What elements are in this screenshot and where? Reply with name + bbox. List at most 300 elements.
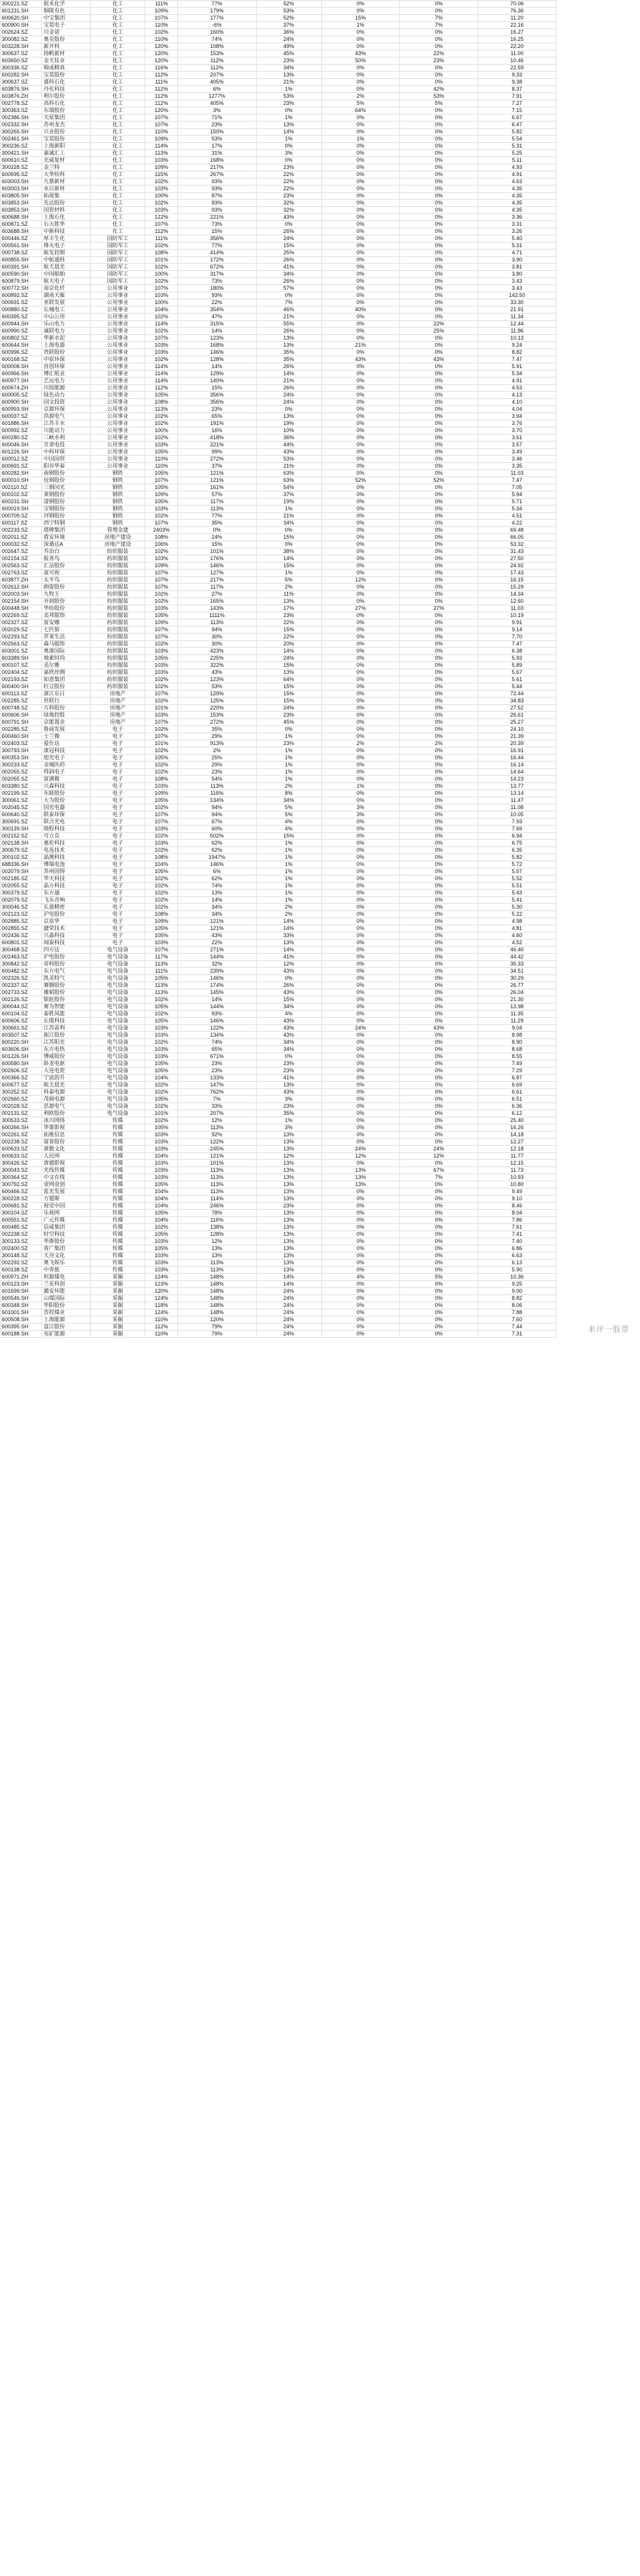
table-row[interactable] (1, 171, 640, 178)
table-row[interactable] (1, 562, 640, 570)
table-row[interactable] (1, 434, 640, 442)
cell-code: 600992.SZ (1, 427, 42, 434)
cell-v1: 14% (178, 996, 256, 1003)
table-row[interactable] (1, 420, 640, 427)
cell-name: 江苏丰水 (42, 420, 90, 427)
table-row[interactable] (1, 1153, 640, 1160)
cell-code: 600993.SH (1, 406, 42, 413)
table-row[interactable] (1, 72, 640, 79)
table-row[interactable] (1, 939, 640, 947)
table-row[interactable] (1, 904, 640, 911)
table-row[interactable] (1, 797, 640, 804)
table-row[interactable] (1, 1260, 640, 1267)
table-row[interactable] (1, 442, 640, 449)
table-row[interactable] (1, 370, 640, 378)
table-row[interactable] (1, 129, 640, 136)
table-row[interactable] (1, 200, 640, 207)
table-row[interactable] (1, 655, 640, 662)
cell-code: 002404.SZ (1, 669, 42, 676)
table-row[interactable] (1, 1174, 640, 1181)
table-row[interactable] (1, 982, 640, 989)
cell-v5: 7.88 (478, 1309, 556, 1316)
cell-code: 600113.SZ (1, 691, 42, 698)
table-row[interactable] (1, 555, 640, 562)
cell-pct: 110% (145, 22, 178, 29)
table-row[interactable] (1, 968, 640, 975)
table-row[interactable] (1, 79, 640, 86)
table-row[interactable] (1, 783, 640, 790)
table-row[interactable] (1, 406, 640, 413)
cell-industry: 化工 (90, 164, 145, 171)
cell-name: 电连技术 (42, 847, 90, 854)
cell-pct: 103% (145, 1260, 178, 1267)
cell-industry: 公用事业 (90, 413, 145, 420)
table-row[interactable] (1, 577, 640, 584)
cell-v5: 4.35 (478, 193, 556, 200)
cell-pct: 102% (145, 29, 178, 36)
table-row[interactable] (1, 996, 640, 1003)
cell-name: 绿色动力 (42, 392, 90, 399)
cell-pct: 102% (145, 996, 178, 1003)
cell-name: 京泉华 (42, 918, 90, 925)
table-row[interactable] (1, 150, 640, 157)
cell-industry: 电子 (90, 918, 145, 925)
table-row[interactable] (1, 612, 640, 619)
cell-v5: 35.33 (478, 961, 556, 968)
cell-name: 壹网壹创 (42, 1181, 90, 1188)
cell-v5: 4.52 (478, 939, 556, 947)
table-row[interactable] (1, 847, 640, 854)
table-row[interactable] (1, 491, 640, 498)
table-row[interactable] (1, 676, 640, 683)
cell-v4: 0% (399, 904, 478, 911)
cell-v3: 0% (321, 797, 399, 804)
table-row[interactable] (1, 804, 640, 811)
table-row[interactable] (1, 1274, 640, 1281)
cell-pct: 102% (145, 1103, 178, 1110)
cell-pct: 105% (145, 498, 178, 506)
table-row[interactable] (1, 833, 640, 840)
cell-name: 航天晨光 (42, 264, 90, 271)
table-row[interactable] (1, 975, 640, 982)
cell-v3: 0% (321, 776, 399, 783)
cell-v5: 7.61 (478, 1224, 556, 1231)
table-row[interactable] (1, 221, 640, 228)
table-row[interactable] (1, 477, 640, 484)
cell-industry: 电子 (90, 897, 145, 904)
table-row[interactable] (1, 1, 640, 8)
table-row[interactable] (1, 100, 640, 107)
table-row[interactable] (1, 584, 640, 591)
table-row[interactable] (1, 1316, 640, 1324)
cell-industry: 电子 (90, 826, 145, 833)
table-row[interactable] (1, 1124, 640, 1132)
cell-industry: 电子 (90, 833, 145, 840)
table-row[interactable] (1, 1210, 640, 1217)
cell-name: 南钢股份 (42, 470, 90, 477)
table-row[interactable] (1, 1267, 640, 1274)
cell-v3: 0% (321, 641, 399, 648)
table-row[interactable] (1, 1167, 640, 1174)
cell-v4: 0% (399, 122, 478, 129)
table-row[interactable] (1, 1181, 640, 1188)
table-row[interactable] (1, 875, 640, 883)
table-row[interactable] (1, 868, 640, 875)
cell-name: 中航通科 (42, 257, 90, 264)
table-row[interactable] (1, 840, 640, 847)
table-row[interactable] (1, 1238, 640, 1245)
table-row[interactable] (1, 790, 640, 797)
table-row[interactable] (1, 1075, 640, 1082)
table-row[interactable] (1, 570, 640, 577)
cell-v5: 7.41 (478, 1231, 556, 1238)
cell-v3: 0% (321, 1196, 399, 1203)
table-row[interactable] (1, 1039, 640, 1046)
table-row[interactable] (1, 1032, 640, 1039)
cell-v1: 146% (178, 349, 256, 356)
table-row[interactable] (1, 719, 640, 726)
table-row[interactable] (1, 328, 640, 335)
table-row[interactable] (1, 1146, 640, 1153)
table-row[interactable] (1, 513, 640, 520)
cell-name: 川金诺 (42, 29, 90, 36)
table-row[interactable] (1, 278, 640, 285)
table-row[interactable] (1, 449, 640, 456)
cell-v1: 93% (178, 1011, 256, 1018)
table-row[interactable] (1, 662, 640, 669)
cell-v2: 22% (256, 178, 321, 186)
table-row[interactable] (1, 605, 640, 612)
cell-industry: 钢铁 (90, 470, 145, 477)
cell-code: 603805.SH (1, 193, 42, 200)
table-row[interactable] (1, 65, 640, 72)
table-row[interactable] (1, 193, 640, 200)
cell-v1: 78% (178, 1210, 256, 1217)
table-row[interactable] (1, 8, 640, 15)
table-row[interactable] (1, 925, 640, 932)
table-row[interactable] (1, 122, 640, 129)
table-row[interactable] (1, 947, 640, 954)
table-row[interactable] (1, 306, 640, 314)
cell-industry: 公用事业 (90, 378, 145, 385)
table-row[interactable] (1, 1203, 640, 1210)
table-row[interactable] (1, 463, 640, 470)
cell-code: 000561.SH (1, 242, 42, 250)
cell-v5: 6.12 (478, 1110, 556, 1117)
table-row[interactable] (1, 541, 640, 548)
table-row[interactable] (1, 1025, 640, 1032)
table-row[interactable] (1, 242, 640, 250)
table-row[interactable] (1, 1302, 640, 1309)
table-row[interactable] (1, 1060, 640, 1068)
table-row[interactable] (1, 1281, 640, 1288)
table-row[interactable] (1, 520, 640, 527)
table-row[interactable] (1, 456, 640, 463)
table-row[interactable] (1, 989, 640, 996)
table-row[interactable] (1, 506, 640, 513)
cell-code: 600695.SZ (1, 171, 42, 178)
table-row[interactable] (1, 911, 640, 918)
table-row[interactable] (1, 1068, 640, 1075)
cell-industry: 化工 (90, 8, 145, 15)
cell-v2: 24% (256, 655, 321, 662)
table-row[interactable] (1, 1082, 640, 1089)
table-row[interactable] (1, 1295, 640, 1302)
table-row[interactable] (1, 548, 640, 555)
table-row[interactable] (1, 1196, 640, 1203)
table-row[interactable] (1, 207, 640, 214)
table-row[interactable] (1, 634, 640, 641)
table-row[interactable] (1, 29, 640, 36)
cell-name: 晶澳科技 (42, 854, 90, 861)
table-row[interactable] (1, 1003, 640, 1011)
cell-code: 300421.SH (1, 150, 42, 157)
table-row[interactable] (1, 1217, 640, 1224)
table-row[interactable] (1, 385, 640, 392)
table-row[interactable] (1, 292, 640, 299)
table-row[interactable] (1, 854, 640, 861)
table-row[interactable] (1, 890, 640, 897)
cell-v1: 116% (178, 790, 256, 797)
cell-pct: 103% (145, 207, 178, 214)
table-row[interactable] (1, 321, 640, 328)
cell-industry: 电子 (90, 740, 145, 747)
cell-v5: 16.26 (478, 1124, 556, 1132)
cell-v5: 4.10 (478, 399, 556, 406)
table-row[interactable] (1, 1053, 640, 1060)
table-row[interactable] (1, 136, 640, 143)
table-row[interactable] (1, 178, 640, 186)
cell-industry: 电子 (90, 726, 145, 733)
cell-name: 河钢股份 (42, 513, 90, 520)
table-row[interactable] (1, 43, 640, 50)
table-row[interactable] (1, 285, 640, 292)
table-row[interactable] (1, 769, 640, 776)
cell-v1: 148% (178, 1288, 256, 1295)
table-row[interactable] (1, 527, 640, 534)
cell-v2: 1% (256, 733, 321, 740)
table-row[interactable] (1, 698, 640, 705)
table-row[interactable] (1, 1096, 640, 1103)
table-row[interactable] (1, 534, 640, 541)
cell-code: 002778.SZ (1, 100, 42, 107)
cell-pct: 114% (145, 370, 178, 378)
table-row[interactable] (1, 1309, 640, 1316)
table-row[interactable] (1, 335, 640, 342)
table-row[interactable] (1, 683, 640, 691)
table-row[interactable] (1, 648, 640, 655)
cell-v2: 26% (256, 328, 321, 335)
cell-industry: 电气设备 (90, 975, 145, 982)
table-row[interactable] (1, 733, 640, 740)
table-row[interactable] (1, 705, 640, 712)
cell-name: 联合光电 (42, 819, 90, 826)
table-row[interactable] (1, 619, 640, 627)
table-row[interactable] (1, 356, 640, 363)
cell-v3: 0% (321, 378, 399, 385)
table-row[interactable] (1, 349, 640, 356)
table-row[interactable] (1, 1288, 640, 1295)
table-row[interactable] (1, 740, 640, 747)
table-row[interactable] (1, 214, 640, 221)
cell-name: 兴森科技 (42, 783, 90, 790)
cell-v1: 53% (178, 683, 256, 691)
table-row[interactable] (1, 961, 640, 968)
table-row[interactable] (1, 897, 640, 904)
cell-v4: 0% (399, 1203, 478, 1210)
table-row[interactable] (1, 1139, 640, 1146)
cell-code: 600691.SZ (1, 463, 42, 470)
cell-industry: 传媒 (90, 1196, 145, 1203)
cell-v1: 6% (178, 86, 256, 93)
cell-v1: 60% (178, 826, 256, 833)
cell-code: 002292.SZ (1, 1260, 42, 1267)
table-row[interactable] (1, 484, 640, 491)
cell-industry: 钢铁 (90, 477, 145, 484)
cell-industry: 电气设备 (90, 1011, 145, 1018)
cell-v1: 62% (178, 875, 256, 883)
table-row[interactable] (1, 776, 640, 783)
cell-v4: 22% (399, 50, 478, 57)
table-row[interactable] (1, 591, 640, 598)
cell-v2: 34% (256, 1039, 321, 1046)
table-row[interactable] (1, 641, 640, 648)
cell-v2: 0% (256, 527, 321, 534)
cell-name: 锦成精真 (42, 65, 90, 72)
table-row[interactable] (1, 1224, 640, 1231)
table-row[interactable] (1, 1117, 640, 1124)
table-row[interactable] (1, 1331, 640, 1338)
table-row[interactable] (1, 954, 640, 961)
table-row[interactable] (1, 1324, 640, 1331)
table-row[interactable] (1, 50, 640, 57)
table-row[interactable] (1, 186, 640, 193)
cell-v1: 113% (178, 1188, 256, 1196)
table-row[interactable] (1, 1132, 640, 1139)
table-row[interactable] (1, 598, 640, 605)
table-row[interactable] (1, 1231, 640, 1238)
table-row[interactable] (1, 669, 640, 676)
table-row[interactable] (1, 36, 640, 43)
table-row[interactable] (1, 1245, 640, 1252)
cell-v3: 0% (321, 65, 399, 72)
table-row[interactable] (1, 1011, 640, 1018)
cell-name: 包钢股份 (42, 477, 90, 484)
cell-v1: 6% (178, 868, 256, 875)
cell-v1: 15% (178, 228, 256, 235)
table-row[interactable] (1, 1110, 640, 1117)
table-row[interactable] (1, 427, 640, 434)
table-row[interactable] (1, 627, 640, 634)
cell-v5: 11.73 (478, 1167, 556, 1174)
table-row[interactable] (1, 883, 640, 890)
table-row[interactable] (1, 1046, 640, 1053)
table-row[interactable] (1, 57, 640, 65)
cell-industry: 电子 (90, 755, 145, 762)
cell-code: 600104.SZ (1, 1011, 42, 1018)
table-row[interactable] (1, 399, 640, 406)
cell-v1: 73% (178, 278, 256, 285)
table-row[interactable] (1, 1089, 640, 1096)
table-row[interactable] (1, 726, 640, 733)
cell-v3: 0% (321, 939, 399, 947)
table-row[interactable] (1, 861, 640, 868)
table-row[interactable] (1, 86, 640, 93)
table-row[interactable] (1, 712, 640, 719)
table-row[interactable] (1, 107, 640, 114)
table-row[interactable] (1, 498, 640, 506)
cell-v1: 148% (178, 1302, 256, 1309)
table-row[interactable] (1, 264, 640, 271)
table-row[interactable] (1, 114, 640, 122)
table-row[interactable] (1, 1252, 640, 1260)
cell-pct: 105% (145, 932, 178, 939)
table-row[interactable] (1, 157, 640, 164)
table-row[interactable] (1, 250, 640, 257)
table-row[interactable] (1, 811, 640, 819)
cell-code: 300043.SZ (1, 1167, 42, 1174)
table-row[interactable] (1, 413, 640, 420)
table-row[interactable] (1, 257, 640, 264)
cell-code: 600482.SZ (1, 968, 42, 975)
table-row[interactable] (1, 470, 640, 477)
cell-pct: 102% (145, 548, 178, 555)
table-row[interactable] (1, 762, 640, 769)
cell-code: 600012.SZ (1, 456, 42, 463)
cell-industry: 公用事业 (90, 292, 145, 299)
table-row[interactable] (1, 15, 640, 22)
table-row[interactable] (1, 235, 640, 242)
table-row[interactable] (1, 228, 640, 235)
cell-v1: 179% (178, 8, 256, 15)
table-row[interactable] (1, 1188, 640, 1196)
table-row[interactable] (1, 363, 640, 370)
cell-name: 东方通 (42, 890, 90, 897)
cell-industry: 化工 (90, 65, 145, 72)
cell-name: 飞乐音响 (42, 897, 90, 904)
cell-code: 600348.SH (1, 1302, 42, 1309)
table-row[interactable] (1, 755, 640, 762)
cell-v5: 6.63 (478, 1252, 556, 1260)
cell-industry: 国防军工 (90, 271, 145, 278)
table-row[interactable] (1, 691, 640, 698)
table-row[interactable] (1, 932, 640, 939)
table-row[interactable] (1, 164, 640, 171)
cell-v2: 0% (256, 406, 321, 413)
table-row[interactable] (1, 826, 640, 833)
table-row[interactable] (1, 22, 640, 29)
cell-pct: 114% (145, 321, 178, 328)
table-row[interactable] (1, 314, 640, 321)
table-row[interactable] (1, 1160, 640, 1167)
table-row[interactable] (1, 918, 640, 925)
table-row[interactable] (1, 299, 640, 306)
cell-code: 600168.SZ (1, 356, 42, 363)
table-row[interactable] (1, 93, 640, 100)
cell-v5: 4.35 (478, 186, 556, 193)
cell-pct: 100% (145, 427, 178, 434)
table-row[interactable] (1, 143, 640, 150)
table-row[interactable] (1, 271, 640, 278)
table-row[interactable] (1, 747, 640, 755)
table-row[interactable] (1, 378, 640, 385)
cell-pct: 105% (145, 392, 178, 399)
table-row[interactable] (1, 342, 640, 349)
table-row[interactable] (1, 1018, 640, 1025)
table-row[interactable] (1, 1103, 640, 1110)
table-row[interactable] (1, 819, 640, 826)
table-row[interactable] (1, 392, 640, 399)
